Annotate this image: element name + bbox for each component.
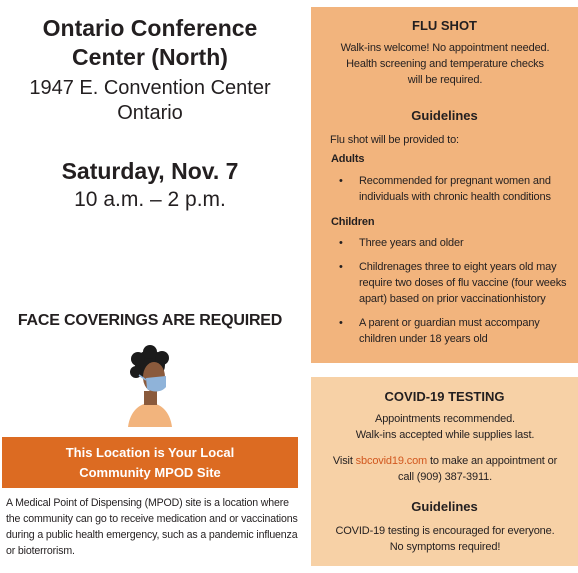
children-label: Children	[331, 216, 375, 228]
venue-address: 1947 E. Convention Center Ontario	[29, 77, 271, 124]
masked-person-icon	[124, 345, 176, 427]
covid-visit-line	[325, 453, 565, 469]
list-item	[333, 173, 569, 205]
venue-name: Ontario Conference Center (North)	[42, 15, 258, 70]
flu-shot-title: FLU SHOT	[412, 18, 477, 33]
mpod-site-banner	[2, 437, 298, 488]
covid-guidelines-title: Guidelines	[411, 499, 478, 514]
children-list	[333, 235, 569, 349]
flu-shot-intro: Walk-ins welcome! No appointment needed. Health screening and temperature checks will be required.	[340, 42, 550, 86]
event-time: 10 a.m. – 2 p.m.	[74, 188, 226, 211]
bullet-icon: •	[339, 175, 343, 187]
adults-list	[333, 173, 569, 207]
flu-provided-to: Flu shot will be provided to:	[330, 134, 459, 146]
covid-phone: call (909) 387-3911.	[397, 471, 493, 483]
list-item	[333, 259, 569, 307]
mpod-banner-line2: Community MPOD Site	[79, 464, 221, 480]
flu-guidelines-title: Guidelines	[411, 108, 478, 123]
flu-shot-panel	[311, 7, 578, 363]
bullet-icon: •	[339, 317, 343, 329]
mpod-banner-line1: This Location is Your Local	[65, 444, 235, 460]
adults-item: Recommended for pregnant women and individuals with chronic health conditions	[359, 175, 551, 203]
list-item	[333, 235, 569, 251]
covid-visit-prefix: Visit	[332, 455, 356, 467]
children-item: A parent or guardian must accompany children under 18 years old	[359, 317, 540, 345]
adults-label: Adults	[331, 153, 365, 165]
children-item: Childrenages three to eight years old may require two doses of flu vaccine (four weeks apart) based on prior vaccinationhistory	[359, 261, 567, 305]
children-item: Three years and older	[359, 237, 464, 249]
covid-visit-suffix: to make an appointment or	[427, 455, 558, 467]
covid-testing-panel	[311, 377, 578, 566]
event-date: Saturday, Nov. 7	[61, 158, 239, 184]
mpod-description: A Medical Point of Dispensing (MPOD) site is a location where the community can go to receive medication and or vaccinations during a public health emergency, such as a pandemic influenza or bioterrorism.	[6, 497, 298, 557]
covid-intro: Appointments recommended. Walk-ins accepted while supplies last.	[355, 413, 535, 441]
bullet-icon: •	[339, 237, 343, 249]
sbcovid19-link[interactable]: sbcovid19.com	[355, 455, 428, 467]
face-coverings-notice: FACE COVERINGS ARE REQUIRED	[17, 312, 283, 329]
bullet-icon: •	[339, 261, 343, 273]
list-item	[333, 315, 569, 347]
covid-testing-title: COVID-19 TESTING	[384, 389, 505, 404]
covid-guidelines-text: COVID-19 testing is encouraged for everyone. No symptoms required!	[335, 525, 555, 553]
